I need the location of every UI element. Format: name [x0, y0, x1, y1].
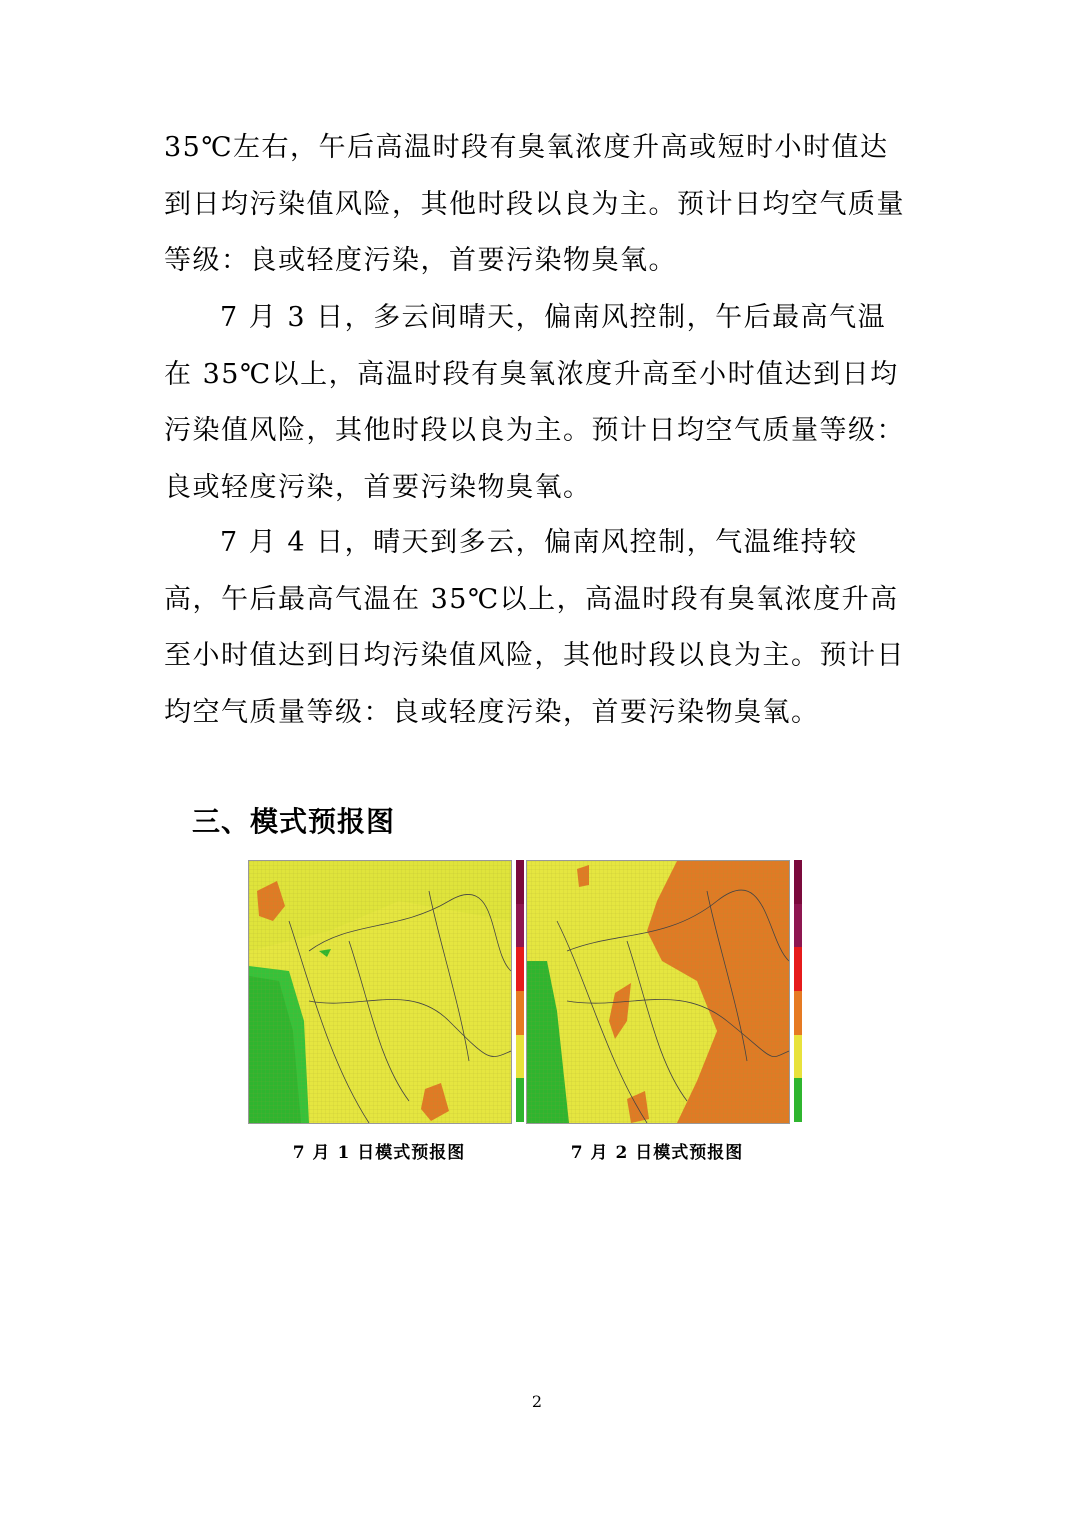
page-number: 2 [531, 1392, 543, 1411]
legend-swatch [794, 860, 802, 904]
legend-swatch [794, 1078, 802, 1122]
legend-swatch [794, 904, 802, 948]
paragraph-continued: 35℃左右，午后高温时段有臭氧浓度升高或短时小时值达到日均污染值风险，其他时段以良为主。预计日均空气质量等级：良或轻度污染，首要污染物臭氧。 [164, 132, 905, 276]
figure-caption-2: 7 月 2 日模式预报图 [570, 1143, 744, 1163]
legend-swatch [516, 904, 524, 948]
legend-swatch [516, 860, 524, 904]
figure-caption-1: 7 月 1 日模式预报图 [292, 1143, 466, 1163]
paragraph-july-4: 7 月 4 日，晴天到多云，偏南风控制，气温维持较高，午后最高气温在 35℃以上，高温时段有臭氧浓度升高至小时值达到日均污染值风险，其他时段以良为主。预计日均空气质量等级：良或轻度污染，首要污染物臭氧。 [164, 527, 905, 728]
legend-bar-2 [794, 860, 802, 1122]
legend-swatch [794, 1035, 802, 1079]
paragraph-july-3: 7 月 3 日，多云间晴天，偏南风控制，午后最高气温在 35℃以上，高温时段有臭氧浓度升高至小时值达到日均污染值风险，其他时段以良为主。预计日均空气质量等级：良或轻度污染，首要污染物臭氧。 [164, 302, 905, 503]
legend-swatch [794, 947, 802, 991]
section-heading: 三、模式预报图 [192, 805, 396, 838]
legend-swatch [516, 947, 524, 991]
legend-swatch [516, 1078, 524, 1122]
legend-swatch [794, 991, 802, 1035]
forecast-map-1 [248, 860, 512, 1124]
legend-swatch [516, 1035, 524, 1079]
legend-bar-1 [516, 860, 524, 1122]
forecast-map-2 [526, 860, 790, 1124]
legend-swatch [516, 991, 524, 1035]
